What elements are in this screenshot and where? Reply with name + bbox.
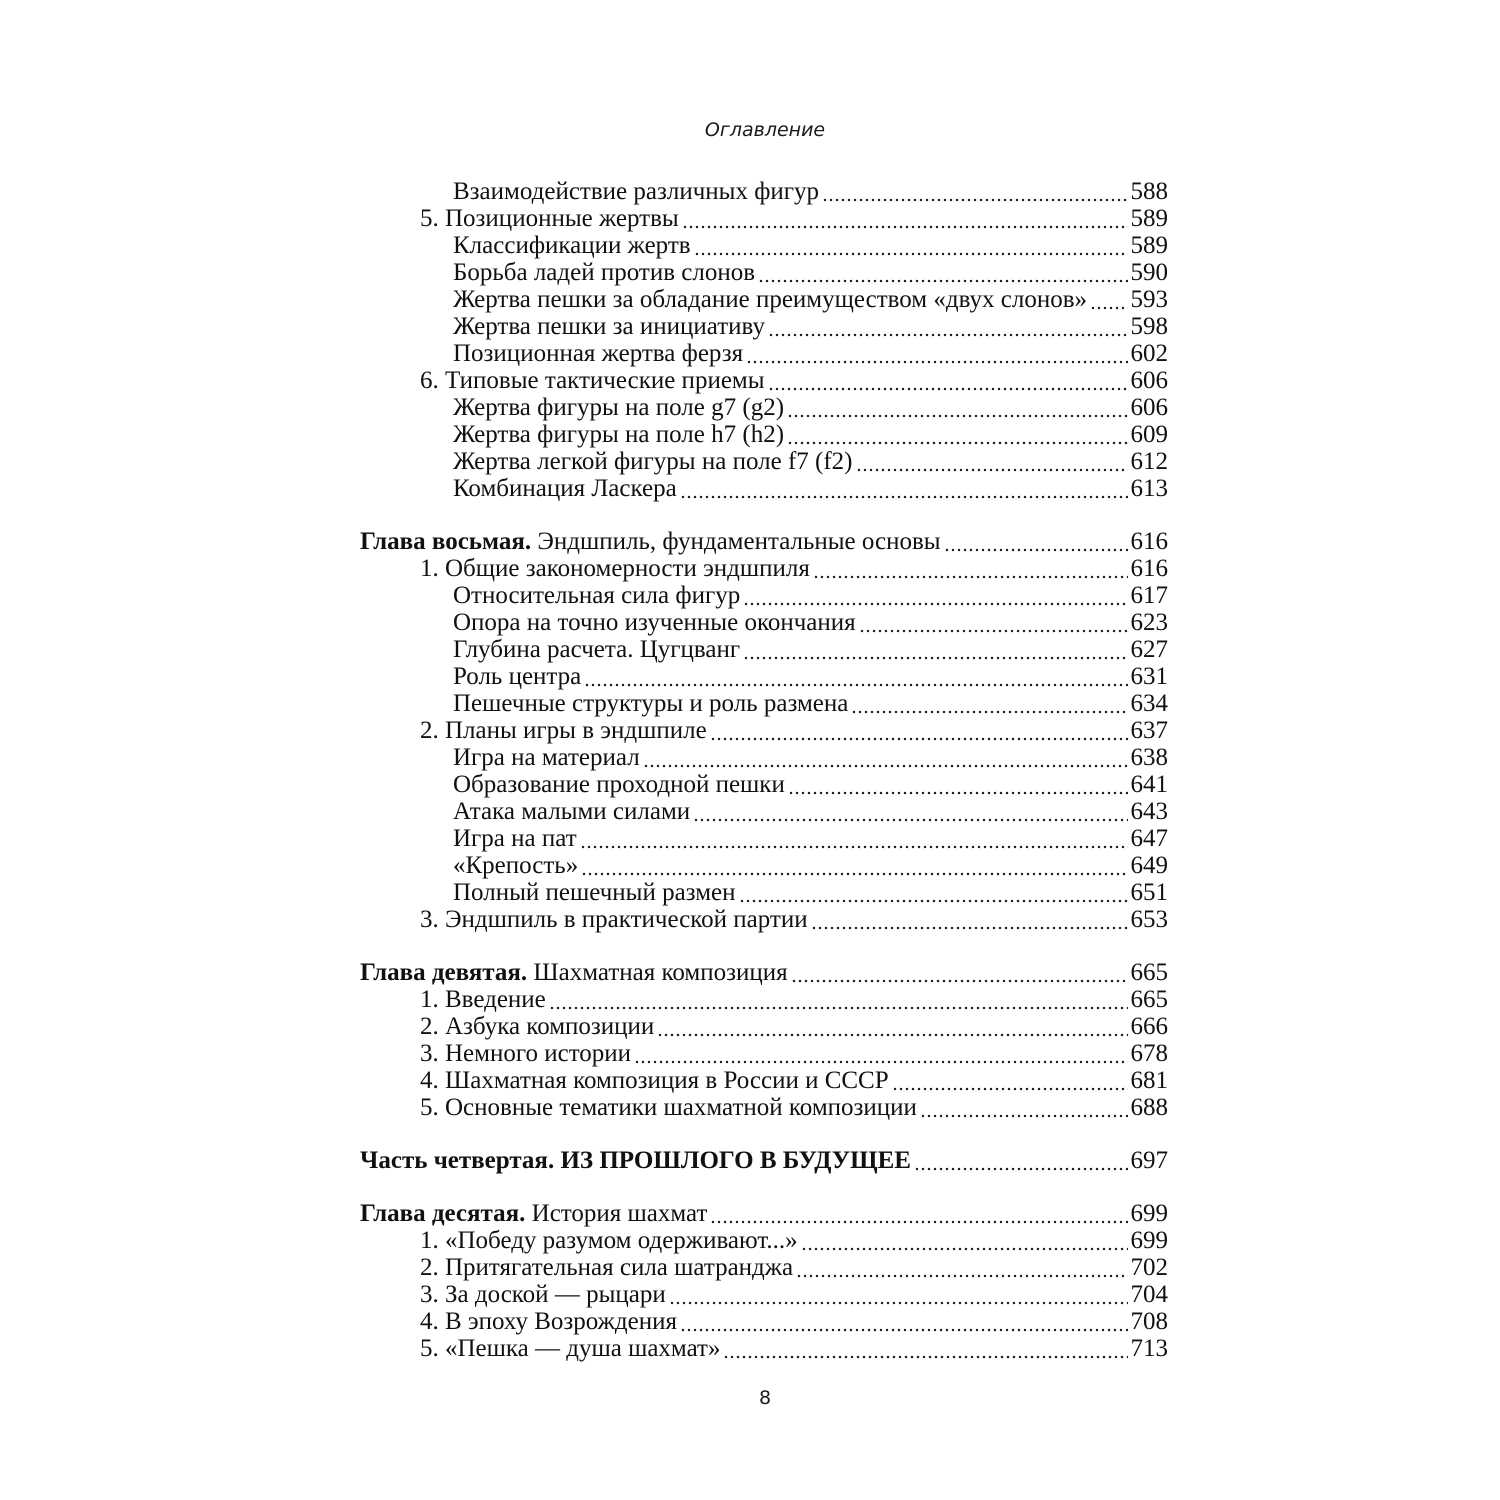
toc-entry-page: 590 <box>1130 259 1168 286</box>
toc-entry <box>360 582 1168 609</box>
toc-entry-title: Глубина расчета. Цугцванг <box>453 636 741 663</box>
toc-entry-page: 616 <box>1130 528 1168 555</box>
dot-leader <box>768 367 1128 394</box>
toc-entry-page: 713 <box>1130 1335 1168 1362</box>
toc-entry <box>360 313 1168 340</box>
toc-chapter <box>360 1200 1168 1227</box>
dot-leader <box>739 879 1128 906</box>
toc-entry-page: 708 <box>1130 1308 1168 1335</box>
dot-leader <box>723 1335 1127 1362</box>
dot-leader <box>657 1013 1127 1040</box>
toc-entry-title: Опора на точно изученные окончания <box>453 609 856 636</box>
toc-entry-title: Игра на пат <box>453 825 577 852</box>
toc-entry-title: 5. «Пешка — душа шахмат» <box>420 1335 721 1362</box>
toc-entry-title: 2. Притягательная сила шатранджа <box>420 1254 794 1281</box>
toc-entry-title: Образование проходной пешки <box>453 771 785 798</box>
dot-leader <box>643 744 1128 771</box>
dot-leader <box>746 340 1127 367</box>
toc-entry <box>360 879 1168 906</box>
toc-chapter <box>360 959 1168 986</box>
toc-entry-page: 609 <box>1130 421 1168 448</box>
toc-entry <box>360 421 1168 448</box>
toc-part <box>360 1147 1168 1174</box>
toc-entry-title: Эндшпиль, фундаментальные основы <box>531 528 941 555</box>
toc-entry <box>360 690 1168 717</box>
toc-entry-page: 702 <box>1130 1254 1168 1281</box>
dot-leader <box>693 798 1127 825</box>
toc-entry-page: 647 <box>1130 825 1168 852</box>
dot-leader <box>822 178 1127 205</box>
toc-section <box>360 1013 1168 1040</box>
toc-entry-page: 641 <box>1130 771 1168 798</box>
dot-leader <box>743 636 1127 663</box>
toc-entry <box>360 259 1168 286</box>
toc-entry-page: 681 <box>1130 1067 1168 1094</box>
toc-entry-page: 634 <box>1130 690 1168 717</box>
dot-leader <box>944 528 1128 555</box>
running-head: Оглавление <box>704 119 826 141</box>
toc-entry-title: Взаимодействие различных фигур <box>453 178 820 205</box>
dot-leader <box>710 1200 1127 1227</box>
toc-entry-page: 627 <box>1130 636 1168 663</box>
toc-entry-title: 5. Основные тематики шахматной композиции <box>420 1094 917 1121</box>
toc-entry <box>360 232 1168 259</box>
dot-leader <box>796 1254 1127 1281</box>
dot-leader <box>580 825 1128 852</box>
toc-entry <box>360 286 1168 313</box>
toc-section <box>360 1067 1168 1094</box>
toc-entry-title: 1. Введение <box>420 986 546 1013</box>
toc-entry <box>360 825 1168 852</box>
toc-entry-page: 616 <box>1130 555 1168 582</box>
toc-entry-page: 589 <box>1130 232 1168 259</box>
toc-entry-title: Жертва фигуры на поле g7 (g2) <box>453 394 785 421</box>
toc-entry-title: 1. «Победу разумом одерживают...» <box>420 1227 798 1254</box>
toc-entry <box>360 636 1168 663</box>
dot-leader <box>787 394 1127 421</box>
dot-leader <box>680 475 1128 502</box>
toc-section <box>360 367 1168 394</box>
toc-entry-title: Игра на материал <box>453 744 640 771</box>
dot-leader <box>682 205 1128 232</box>
toc-entry-page: 638 <box>1130 744 1168 771</box>
toc-section <box>360 906 1168 933</box>
toc-entry-title: Жертва пешки за инициативу <box>453 313 765 340</box>
dot-leader <box>811 906 1128 933</box>
dot-leader <box>581 852 1127 879</box>
dot-leader <box>1090 286 1127 313</box>
toc-entry-title: Борьба ладей против слонов <box>453 259 756 286</box>
dot-leader <box>680 1308 1128 1335</box>
table-of-contents <box>360 178 1168 1362</box>
dot-leader <box>813 555 1128 582</box>
dot-leader <box>859 609 1128 636</box>
toc-entry-page: 649 <box>1130 852 1168 879</box>
toc-entry <box>360 394 1168 421</box>
toc-entry <box>360 178 1168 205</box>
toc-entry-page: 653 <box>1130 906 1168 933</box>
part-label: Часть четвертая. ИЗ ПРОШЛОГО В БУДУЩЕЕ <box>360 1147 911 1174</box>
toc-entry <box>360 448 1168 475</box>
dot-leader <box>758 259 1127 286</box>
toc-entry-title: Классификации жертв <box>453 232 691 259</box>
chapter-label: Глава восьмая. <box>360 528 532 555</box>
toc-entry-title: 1. Общие закономерности эндшпиля <box>420 555 810 582</box>
toc-entry-page: 704 <box>1130 1281 1168 1308</box>
toc-entry-page: 617 <box>1130 582 1168 609</box>
toc-entry-title: Пешечные структуры и роль размена <box>453 690 849 717</box>
toc-chapter <box>360 528 1168 555</box>
toc-entry-page: 697 <box>1130 1147 1168 1174</box>
toc-entry-page: 678 <box>1130 1040 1168 1067</box>
dot-leader <box>920 1094 1128 1121</box>
toc-entry-title: 6. Типовые тактические приемы <box>420 367 765 394</box>
toc-entry-page: 637 <box>1130 717 1168 744</box>
toc-entry-page: 688 <box>1130 1094 1168 1121</box>
toc-entry-title: Полный пешечный размен <box>453 879 736 906</box>
dot-leader <box>694 232 1128 259</box>
toc-entry <box>360 771 1168 798</box>
toc-entry-page: 631 <box>1130 663 1168 690</box>
toc-entry-title: Жертва легкой фигуры на поле f7 (f2) <box>453 448 853 475</box>
toc-section <box>360 1040 1168 1067</box>
toc-entry <box>360 340 1168 367</box>
toc-entry <box>360 852 1168 879</box>
toc-entry-title: 3. Эндшпиль в практической партии <box>420 906 808 933</box>
dot-leader <box>743 582 1127 609</box>
toc-entry-page: 665 <box>1130 986 1168 1013</box>
toc-entry-page: 612 <box>1130 448 1168 475</box>
toc-entry-title: 3. За доской — рыцари <box>420 1281 666 1308</box>
toc-section <box>360 1227 1168 1254</box>
dot-leader <box>914 1147 1128 1174</box>
toc-entry-page: 588 <box>1130 178 1168 205</box>
toc-entry-title: Роль центра <box>453 663 582 690</box>
toc-section <box>360 1281 1168 1308</box>
toc-section <box>360 555 1168 582</box>
toc-section <box>360 205 1168 232</box>
dot-leader <box>768 313 1128 340</box>
toc-entry-page: 643 <box>1130 798 1168 825</box>
dot-leader <box>549 986 1128 1013</box>
toc-entry-page: 623 <box>1130 609 1168 636</box>
chapter-label: Глава девятая. <box>360 959 528 986</box>
toc-entry <box>360 475 1168 502</box>
toc-entry <box>360 744 1168 771</box>
toc-entry-title: 2. Азбука композиции <box>420 1013 655 1040</box>
toc-entry-page: 593 <box>1130 286 1168 313</box>
dot-leader <box>892 1067 1128 1094</box>
toc-entry-page: 666 <box>1130 1013 1168 1040</box>
dot-leader <box>634 1040 1127 1067</box>
toc-entry <box>360 609 1168 636</box>
toc-section <box>360 986 1168 1013</box>
toc-entry-page: 598 <box>1130 313 1168 340</box>
page-number: 8 <box>758 1387 772 1409</box>
dot-leader <box>710 717 1128 744</box>
toc-entry-title: 3. Немного истории <box>420 1040 632 1067</box>
toc-entry-title: 4. Шахматная композиция в России и СССР <box>420 1067 889 1094</box>
toc-entry-title: Жертва фигуры на поле h7 (h2) <box>453 421 785 448</box>
toc-entry-title: Жертва пешки за обладание преимуществом «двух слонов» <box>453 286 1088 313</box>
toc-entry-title: Относительная сила фигур <box>453 582 741 609</box>
toc-entry-title: 2. Планы игры в эндшпиле <box>420 717 707 744</box>
toc-entry-page: 606 <box>1130 394 1168 421</box>
toc-entry-page: 699 <box>1130 1200 1168 1227</box>
dot-leader <box>584 663 1127 690</box>
dot-leader <box>669 1281 1128 1308</box>
toc-entry-page: 589 <box>1130 205 1168 232</box>
toc-section <box>360 1254 1168 1281</box>
toc-entry-title: 5. Позиционные жертвы <box>420 205 679 232</box>
toc-section <box>360 1094 1168 1121</box>
dot-leader <box>787 421 1127 448</box>
toc-entry-title: Шахматная композиция <box>527 959 788 986</box>
toc-entry-page: 651 <box>1130 879 1168 906</box>
toc-entry-page: 606 <box>1130 367 1168 394</box>
toc-entry-title: Комбинация Ласкера <box>453 475 677 502</box>
toc-entry-title: Позиционная жертва ферзя <box>453 340 744 367</box>
toc-entry-page: 602 <box>1130 340 1168 367</box>
dot-leader <box>788 771 1128 798</box>
dot-leader <box>801 1227 1128 1254</box>
dot-leader <box>851 690 1127 717</box>
toc-entry-title: 4. В эпоху Возрождения <box>420 1308 677 1335</box>
toc-section <box>360 1335 1168 1362</box>
dot-leader <box>856 448 1128 475</box>
toc-entry <box>360 663 1168 690</box>
toc-entry-page: 699 <box>1130 1227 1168 1254</box>
chapter-label: Глава десятая. <box>360 1200 526 1227</box>
toc-section <box>360 717 1168 744</box>
toc-entry <box>360 798 1168 825</box>
toc-entry-page: 613 <box>1130 475 1168 502</box>
dot-leader <box>791 959 1128 986</box>
toc-entry-title: «Крепость» <box>453 852 579 879</box>
toc-section <box>360 1308 1168 1335</box>
toc-entry-page: 665 <box>1130 959 1168 986</box>
toc-entry-title: История шахмат <box>525 1200 708 1227</box>
toc-entry-title: Атака малыми силами <box>453 798 691 825</box>
